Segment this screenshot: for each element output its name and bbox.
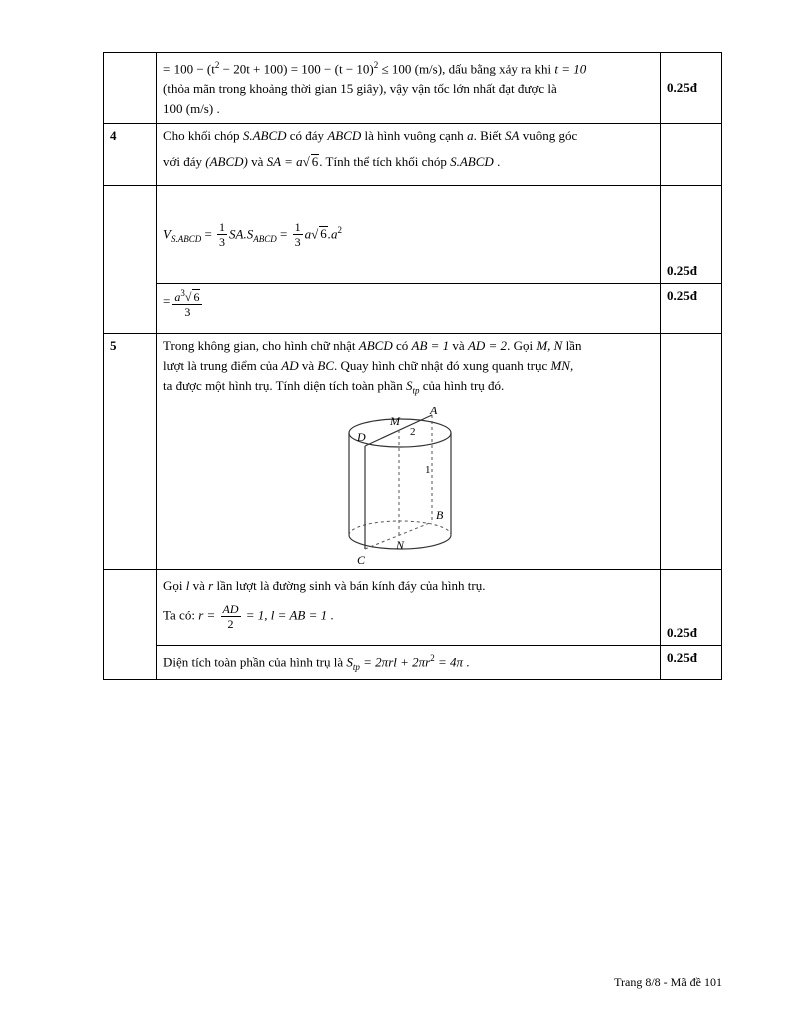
score-cell: 0.25đ [661, 284, 722, 334]
table-row [104, 124, 722, 186]
text: r = [198, 607, 219, 623]
text: t = 10 [554, 61, 587, 77]
label-m: M [389, 413, 400, 428]
row-number-cell [104, 570, 157, 646]
text: . [327, 607, 334, 623]
score-cell: 0.25đ [661, 186, 722, 284]
text: r [208, 578, 214, 593]
table-row [104, 646, 722, 680]
question-number: 5 [104, 334, 157, 570]
table-row [104, 334, 722, 570]
text: 2 [373, 60, 379, 70]
label-b: B [435, 507, 443, 522]
text: ABCD [253, 233, 277, 244]
text: của hình trụ đó. [419, 378, 505, 393]
answer-content [157, 570, 661, 646]
label-n: N [395, 537, 404, 552]
text: lần [562, 338, 582, 353]
text: (thỏa mãn trong khoảng thời gian 15 giây), vậy vận tốc lớn nhất đạt được là [163, 81, 557, 97]
text: 2 [430, 653, 435, 663]
text: 1 [219, 220, 226, 235]
answer-content [157, 53, 661, 124]
text: S [346, 654, 353, 670]
question-number: 4 [104, 124, 157, 186]
text: MN [550, 358, 570, 373]
label-c: C [356, 552, 365, 567]
text: và [449, 338, 468, 353]
text: 1 [294, 220, 301, 235]
text: với đáy [163, 154, 206, 169]
text: a [304, 225, 312, 241]
text: Cho khối chóp [163, 128, 243, 143]
text: (ABCD) [205, 154, 248, 169]
text: 6 [193, 290, 200, 304]
text: S.ABCD [450, 154, 494, 169]
volume-result [157, 284, 661, 334]
text: 6 [320, 225, 327, 241]
row-number-cell [104, 646, 157, 680]
text: 3 [219, 235, 226, 250]
text: , [569, 358, 574, 373]
answer-table [103, 52, 722, 680]
answer-content [157, 646, 661, 680]
cylinder-diagram [344, 407, 474, 567]
text: a [467, 128, 474, 143]
text: Trong không gian, cho hình chữ nhật [163, 338, 359, 353]
table-row [104, 186, 722, 284]
text: = 4π [434, 654, 464, 670]
text: , dấu bằng xảy ra khi [442, 61, 555, 77]
text: BC [317, 358, 335, 373]
text: Ta có: [163, 607, 199, 623]
text: . Biết [473, 128, 505, 143]
label-two: 2 [409, 425, 415, 438]
text: = 100 − (t [163, 61, 215, 77]
text: ≤ 100 (m/s) [378, 61, 443, 77]
text: . Gọi [507, 338, 537, 353]
text: l [185, 578, 190, 593]
text: 2 [337, 224, 342, 235]
text: a [174, 290, 181, 304]
text: tp [412, 385, 420, 396]
fraction [293, 220, 303, 249]
text: 6 [311, 154, 319, 169]
text: AD [222, 602, 239, 616]
score-cell [661, 124, 722, 186]
text: Gọi [163, 578, 186, 593]
text: ABCD [358, 338, 393, 353]
score-cell: 0.25đ [661, 570, 722, 646]
text: lần lượt là đường sinh và bán kính đáy của hình trụ. [213, 578, 486, 593]
text: ta được một hình trụ. Tính diện tích toàn phần [163, 378, 406, 393]
text: 3 [294, 235, 301, 250]
text: tp [352, 661, 360, 672]
text: S [405, 378, 413, 393]
text: 100 (m/s) . [163, 101, 220, 117]
text: 2 [214, 60, 220, 70]
label-d: D [356, 429, 366, 444]
text: AB = 1 [411, 338, 450, 353]
text: lượt là trung điểm của [163, 358, 282, 373]
text: . Quay hình chữ nhật đó xung quanh trục [334, 358, 551, 373]
text: = 2πrl + 2πr [359, 654, 431, 670]
text: S.ABCD [170, 233, 202, 244]
cylinder-figure [163, 407, 654, 567]
text: M, N [536, 338, 563, 353]
text: 3 [184, 305, 191, 319]
question-text [157, 334, 661, 570]
text: ABCD [327, 128, 362, 143]
text: = [276, 225, 291, 241]
question-text: Cho khối chóp S.ABCD có đáy ABCD là hình vuông cạnh a. Biết SA vuông góc với đáy (ABCD) và SA = a√ 6. Tính thể tích khối chóp S.ABCD . [157, 124, 661, 186]
text: SA.S [229, 225, 254, 241]
text: SA [504, 128, 520, 143]
text: SA = a [266, 154, 303, 169]
text: có [392, 338, 412, 353]
text: = 1, l = AB = 1 [242, 607, 328, 623]
text: và [189, 578, 209, 593]
text: Diện tích toàn phần của hình trụ là [163, 654, 347, 670]
text: − 20t + 100) = 100 − (t − 10) [219, 61, 374, 77]
text: và [247, 154, 267, 169]
label-one: 1 [424, 463, 430, 476]
text: và [298, 358, 318, 373]
text: 2 [227, 617, 234, 631]
table-row [104, 284, 722, 334]
text: AD [281, 358, 299, 373]
text: S.ABCD [242, 128, 287, 143]
score-cell: 0.25đ [661, 646, 722, 680]
row-number-cell [104, 186, 157, 284]
fraction [217, 220, 227, 249]
text: = [201, 225, 216, 241]
table-row [104, 53, 722, 124]
text: 3 [180, 288, 185, 298]
table-row [104, 570, 722, 646]
text: .a [327, 225, 338, 241]
fraction [221, 602, 241, 631]
text: V [163, 225, 171, 241]
text: vuông góc [519, 128, 578, 143]
velocity-equation [163, 55, 654, 79]
text: là hình vuông cạnh [361, 128, 468, 143]
text: AD = 2 [467, 338, 508, 353]
page-footer: Trang 8/8 - Mã đề 101 [614, 975, 722, 989]
bottom-back-arc [349, 521, 451, 535]
text: = [163, 293, 171, 309]
row-number-cell [104, 53, 157, 124]
fraction: $\frac{a^3√ 6}{3}$ [172, 286, 202, 319]
label-a: A [429, 406, 437, 417]
text: có đáy [286, 128, 328, 143]
text: . [493, 154, 501, 169]
volume-formula: $V_{S.ABCD}$ = $\frac{1}{3}$ $SA.S_{ABCD}$ = $\frac{1}{3}$ a√ $6.a^2$ [157, 186, 661, 284]
score-cell [661, 334, 722, 570]
row-number-cell [104, 284, 157, 334]
text: . Tính thể tích khối chóp [319, 154, 451, 169]
text: . [463, 654, 470, 670]
score-cell: 0.25đ [661, 53, 722, 124]
